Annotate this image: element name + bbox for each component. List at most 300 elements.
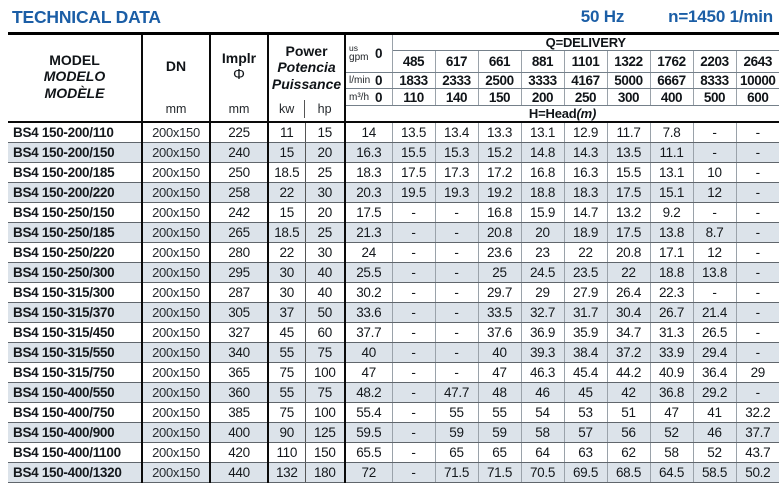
implr-cell: 225 [210, 122, 268, 143]
dn-cell: 200x150 [142, 403, 210, 423]
power-label-fr: Puissance [271, 75, 342, 92]
flow-value-cell: 2500 [478, 73, 521, 89]
frequency-label: 50 Hz [580, 7, 625, 26]
head-value-cell: 11.1 [650, 143, 693, 163]
speed-label: n=1450 1/min [668, 7, 773, 26]
kw-cell: 15 [268, 143, 305, 163]
head-value-cell: - [736, 203, 779, 223]
model-cell: BS4 150-400/900 [8, 423, 142, 443]
head-value-cell: 46 [693, 423, 736, 443]
head-value-cell: - [736, 283, 779, 303]
head-value-cell: 13.5 [607, 143, 650, 163]
head-value-cell: 43.7 [736, 443, 779, 463]
hp-cell: 15 [305, 122, 345, 143]
head-value-cell: - [693, 283, 736, 303]
model-cell: BS4 150-250/300 [8, 263, 142, 283]
head-value-cell: 16.8 [478, 203, 521, 223]
model-cell: BS4 150-250/220 [8, 243, 142, 263]
head-value-cell: 36.9 [521, 323, 564, 343]
head-value-cell: - [392, 383, 435, 403]
head-value-cell: 14.7 [564, 203, 607, 223]
table-header [8, 34, 779, 123]
head-value-cell: 11.7 [607, 122, 650, 143]
impeller-label: Implr [221, 49, 257, 66]
head-value-cell: 33.5 [478, 303, 521, 323]
dn-cell: 200x150 [142, 463, 210, 483]
model-cell: BS4 150-250/185 [8, 223, 142, 243]
power-column-header [268, 34, 345, 123]
flow-value-cell: 110 [392, 89, 435, 106]
dn-label: DN [165, 58, 187, 75]
table-row [8, 303, 779, 323]
head-value-cell: 21.3 [345, 223, 392, 243]
implr-cell: 420 [210, 443, 268, 463]
table-body [8, 122, 779, 483]
head-value-cell: 34.7 [607, 323, 650, 343]
head-value-cell: 33.6 [345, 303, 392, 323]
head-value-cell: 63 [564, 443, 607, 463]
head-value-cell: - [736, 143, 779, 163]
head-value-cell: 8.7 [693, 223, 736, 243]
kw-cell: 90 [268, 423, 305, 443]
dn-column-header [142, 34, 210, 123]
table-row [8, 283, 779, 303]
power-label-es: Potencia [277, 59, 336, 76]
head-value-cell: 15.2 [478, 143, 521, 163]
head-value-cell: 58.5 [693, 463, 736, 483]
flow-value-cell: 4167 [564, 73, 607, 89]
head-value-cell: - [435, 243, 478, 263]
kw-cell: 18.5 [268, 163, 305, 183]
head-value-cell: 52 [650, 423, 693, 443]
flow-value-cell: 661 [478, 51, 521, 73]
head-value-cell: 19.3 [435, 183, 478, 203]
implr-cell: 305 [210, 303, 268, 323]
head-value-cell: 13.3 [478, 122, 521, 143]
head-value-cell: 33.9 [650, 343, 693, 363]
head-value-cell: 18.3 [564, 183, 607, 203]
dn-cell: 200x150 [142, 443, 210, 463]
kw-cell: 22 [268, 243, 305, 263]
kw-cell: 75 [268, 403, 305, 423]
head-value-cell: 32.7 [521, 303, 564, 323]
implr-cell: 258 [210, 183, 268, 203]
model-label-en: MODEL [49, 51, 100, 68]
head-value-cell: 51 [607, 403, 650, 423]
head-value-cell: 23.5 [564, 263, 607, 283]
head-value-cell: 15.5 [392, 143, 435, 163]
head-value-cell: 25.5 [345, 263, 392, 283]
model-cell: BS4 150-315/450 [8, 323, 142, 343]
head-value-cell: 17.2 [478, 163, 521, 183]
flow-unit-m3h-cell [345, 89, 392, 106]
dn-cell: 200x150 [142, 323, 210, 343]
hp-cell: 180 [305, 463, 345, 483]
head-value-cell: 40 [345, 343, 392, 363]
head-value-cell: 21.4 [693, 303, 736, 323]
model-cell: BS4 150-315/370 [8, 303, 142, 323]
head-value-cell: 72 [345, 463, 392, 483]
head-value-cell: 13.5 [392, 122, 435, 143]
table-row [8, 463, 779, 483]
head-value-cell: 26.5 [693, 323, 736, 343]
head-value-cell: 27.9 [564, 283, 607, 303]
model-cell: BS4 150-400/750 [8, 403, 142, 423]
head-value-cell: 17.1 [650, 243, 693, 263]
flow-value-cell: 8333 [693, 73, 736, 89]
dn-unit-label: mm [165, 102, 187, 116]
flow-value-cell: 5000 [607, 73, 650, 89]
dn-cell: 200x150 [142, 243, 210, 263]
head-value-cell: - [392, 443, 435, 463]
head-value-cell: - [736, 263, 779, 283]
head-value-cell: 29.2 [693, 383, 736, 403]
hp-cell: 20 [305, 203, 345, 223]
flow-value-cell: 400 [650, 89, 693, 106]
flow-value-cell: 3333 [521, 73, 564, 89]
head-value-cell: 13.2 [607, 203, 650, 223]
head-value-cell: - [435, 203, 478, 223]
head-value-cell: 13.1 [650, 163, 693, 183]
head-value-cell: 16.8 [521, 163, 564, 183]
head-value-cell: - [736, 243, 779, 263]
head-value-cell: 14.3 [564, 143, 607, 163]
head-value-cell: 25 [478, 263, 521, 283]
m3h-unit-label: m³/h [349, 91, 370, 103]
head-value-cell: 71.5 [435, 463, 478, 483]
table-row [8, 243, 779, 263]
flow-value-cell: 1833 [392, 73, 435, 89]
implr-cell: 400 [210, 423, 268, 443]
table-row [8, 343, 779, 363]
implr-cell: 365 [210, 363, 268, 383]
head-value-cell: 19.5 [392, 183, 435, 203]
head-value-cell: 12.9 [564, 122, 607, 143]
head-value-cell: 35.9 [564, 323, 607, 343]
head-value-cell: 41 [693, 403, 736, 423]
model-cell: BS4 150-315/550 [8, 343, 142, 363]
head-value-cell: 24 [345, 243, 392, 263]
hp-cell: 75 [305, 343, 345, 363]
head-value-cell: - [435, 263, 478, 283]
head-value-cell: 42 [607, 383, 650, 403]
head-value-cell: 7.8 [650, 122, 693, 143]
model-cell: BS4 150-315/300 [8, 283, 142, 303]
head-value-cell: 45.4 [564, 363, 607, 383]
head-value-cell: 13.8 [693, 263, 736, 283]
head-value-cell: - [693, 122, 736, 143]
kw-cell: 132 [268, 463, 305, 483]
implr-cell: 250 [210, 163, 268, 183]
head-value-cell: 17.5 [345, 203, 392, 223]
head-value-cell: - [736, 323, 779, 343]
head-value-cell: 62 [607, 443, 650, 463]
impeller-unit-label: mm [228, 102, 250, 116]
head-value-cell: 20.3 [345, 183, 392, 203]
head-value-cell: - [736, 383, 779, 403]
head-value-cell: - [392, 223, 435, 243]
hp-cell: 150 [305, 443, 345, 463]
model-label-es: MODELO [43, 68, 106, 85]
head-value-cell: - [736, 122, 779, 143]
hp-cell: 20 [305, 143, 345, 163]
hp-unit-label: hp [317, 102, 332, 116]
kw-cell: 45 [268, 323, 305, 343]
model-cell: BS4 150-200/110 [8, 122, 142, 143]
impeller-column-header [210, 34, 268, 123]
head-value-cell: - [392, 243, 435, 263]
head-value-cell: - [435, 283, 478, 303]
head-value-cell: 48.2 [345, 383, 392, 403]
head-value-cell: 18.8 [521, 183, 564, 203]
flow-value-cell: 150 [478, 89, 521, 106]
kw-cell: 15 [268, 203, 305, 223]
flow-value-cell: 1101 [564, 51, 607, 73]
head-value-cell: 15.1 [650, 183, 693, 203]
q-delivery-header: Q=DELIVERY [392, 34, 779, 51]
m3h-zero-value: 0 [375, 89, 383, 105]
head-value-cell: 56 [607, 423, 650, 443]
flow-value-cell: 6667 [650, 73, 693, 89]
head-value-cell: 71.5 [478, 463, 521, 483]
lmin-zero-value: 0 [375, 73, 383, 88]
kw-cell: 18.5 [268, 223, 305, 243]
dn-cell: 200x150 [142, 183, 210, 203]
hp-cell: 125 [305, 423, 345, 443]
flow-value-cell: 140 [435, 89, 478, 106]
head-value-cell: - [392, 203, 435, 223]
head-value-cell: 15.5 [607, 163, 650, 183]
kw-cell: 30 [268, 283, 305, 303]
gpm-zero-value: 0 [375, 46, 383, 61]
kw-unit-label: kw [269, 100, 305, 118]
head-value-cell: 37.6 [478, 323, 521, 343]
head-value-cell: 37.2 [607, 343, 650, 363]
kw-cell: 55 [268, 383, 305, 403]
head-value-cell: 13.1 [521, 122, 564, 143]
head-value-cell: 22 [607, 263, 650, 283]
hp-cell: 75 [305, 383, 345, 403]
head-value-cell: 12 [693, 243, 736, 263]
head-value-cell: 44.2 [607, 363, 650, 383]
head-value-cell: 52 [693, 443, 736, 463]
head-value-cell: - [392, 463, 435, 483]
head-value-cell: 57 [564, 423, 607, 443]
head-value-cell: - [736, 163, 779, 183]
kw-cell: 110 [268, 443, 305, 463]
table-row [8, 383, 779, 403]
model-cell: BS4 150-400/1320 [8, 463, 142, 483]
page-title: TECHNICAL DATA [12, 7, 161, 27]
head-label: H=Head [528, 106, 577, 121]
head-value-cell: 40.9 [650, 363, 693, 383]
head-value-cell: 55 [478, 403, 521, 423]
flow-value-cell: 2203 [693, 51, 736, 73]
dn-cell: 200x150 [142, 283, 210, 303]
head-value-cell: 64 [521, 443, 564, 463]
head-value-cell: 20.8 [478, 223, 521, 243]
head-value-cell: 55.4 [345, 403, 392, 423]
model-cell: BS4 150-200/220 [8, 183, 142, 203]
head-value-cell: 12 [693, 183, 736, 203]
hp-cell: 40 [305, 263, 345, 283]
implr-cell: 240 [210, 143, 268, 163]
head-value-cell: - [435, 303, 478, 323]
implr-cell: 242 [210, 203, 268, 223]
head-value-cell: 36.4 [693, 363, 736, 383]
head-unit-label: (m) [576, 106, 597, 121]
kw-cell: 11 [268, 122, 305, 143]
head-value-cell: - [736, 343, 779, 363]
dn-cell: 200x150 [142, 122, 210, 143]
hp-cell: 60 [305, 323, 345, 343]
head-value-cell: - [435, 343, 478, 363]
dn-cell: 200x150 [142, 203, 210, 223]
head-value-cell: 14.8 [521, 143, 564, 163]
kw-cell: 75 [268, 363, 305, 383]
table-row [8, 143, 779, 163]
implr-cell: 287 [210, 283, 268, 303]
kw-cell: 37 [268, 303, 305, 323]
operating-conditions [581, 7, 775, 27]
head-value-cell: 38.4 [564, 343, 607, 363]
model-column-header [8, 34, 142, 123]
table-row [8, 183, 779, 203]
head-value-cell: 15.3 [435, 143, 478, 163]
hp-cell: 40 [305, 283, 345, 303]
implr-cell: 385 [210, 403, 268, 423]
implr-cell: 327 [210, 323, 268, 343]
head-value-cell: 13.4 [435, 122, 478, 143]
hp-cell: 30 [305, 183, 345, 203]
table-row [8, 203, 779, 223]
head-value-cell: 47 [650, 403, 693, 423]
table-row [8, 122, 779, 143]
head-value-cell: 18.8 [650, 263, 693, 283]
head-value-cell: - [392, 363, 435, 383]
model-cell: BS4 150-400/550 [8, 383, 142, 403]
model-cell: BS4 150-315/750 [8, 363, 142, 383]
head-value-cell: 23.6 [478, 243, 521, 263]
hp-cell: 30 [305, 243, 345, 263]
head-value-cell: - [693, 203, 736, 223]
dn-cell: 200x150 [142, 363, 210, 383]
head-value-cell: - [736, 223, 779, 243]
head-value-cell: 45 [564, 383, 607, 403]
head-value-cell: - [736, 303, 779, 323]
flow-value-cell: 617 [435, 51, 478, 73]
head-value-cell: 17.5 [607, 223, 650, 243]
head-value-cell: 37.7 [345, 323, 392, 343]
head-value-cell: - [693, 143, 736, 163]
dn-cell: 200x150 [142, 163, 210, 183]
head-value-cell: 69.5 [564, 463, 607, 483]
head-value-cell: 47.7 [435, 383, 478, 403]
head-value-cell: 10 [693, 163, 736, 183]
power-label-en: Power [285, 42, 328, 59]
head-value-cell: 65.5 [345, 443, 392, 463]
dn-cell: 200x150 [142, 343, 210, 363]
model-cell: BS4 150-250/150 [8, 203, 142, 223]
table-row [8, 403, 779, 423]
kw-cell: 30 [268, 263, 305, 283]
head-value-cell: - [435, 323, 478, 343]
head-value-cell: 17.5 [607, 183, 650, 203]
head-value-cell: 47 [345, 363, 392, 383]
flow-value-cell: 600 [736, 89, 779, 106]
head-value-cell: - [736, 183, 779, 203]
flow-value-cell: 10000 [736, 73, 779, 89]
head-value-cell: 65 [478, 443, 521, 463]
page-header [0, 0, 781, 32]
head-value-cell: 59 [478, 423, 521, 443]
model-cell: BS4 150-200/185 [8, 163, 142, 183]
head-value-cell: 50.2 [736, 463, 779, 483]
head-value-cell: 29.4 [693, 343, 736, 363]
head-value-cell: 20.8 [607, 243, 650, 263]
model-label-fr: MODÈLE [44, 84, 105, 101]
implr-cell: 265 [210, 223, 268, 243]
head-value-cell: 65 [435, 443, 478, 463]
flow-value-cell: 485 [392, 51, 435, 73]
implr-cell: 340 [210, 343, 268, 363]
technical-data-table [8, 32, 779, 483]
head-value-cell: 30.4 [607, 303, 650, 323]
head-value-cell: - [392, 343, 435, 363]
model-cell: BS4 150-200/150 [8, 143, 142, 163]
implr-cell: 295 [210, 263, 268, 283]
head-value-cell: 22.3 [650, 283, 693, 303]
head-value-cell: 40 [478, 343, 521, 363]
hp-cell: 100 [305, 403, 345, 423]
head-value-cell: 48 [478, 383, 521, 403]
flow-value-cell: 881 [521, 51, 564, 73]
head-value-cell: 47 [478, 363, 521, 383]
head-value-cell: 68.5 [607, 463, 650, 483]
flow-unit-lmin-cell [345, 73, 392, 89]
head-value-cell: 46.3 [521, 363, 564, 383]
hp-cell: 50 [305, 303, 345, 323]
dn-cell: 200x150 [142, 143, 210, 163]
head-value-cell: 19.2 [478, 183, 521, 203]
head-value-cell: - [435, 223, 478, 243]
head-value-cell: 46 [521, 383, 564, 403]
head-value-cell: 13.8 [650, 223, 693, 243]
head-value-cell: 24.5 [521, 263, 564, 283]
head-value-cell: 23 [521, 243, 564, 263]
head-value-cell: - [435, 363, 478, 383]
kw-cell: 22 [268, 183, 305, 203]
table-row [8, 323, 779, 343]
implr-cell: 360 [210, 383, 268, 403]
head-value-cell: 32.2 [736, 403, 779, 423]
flow-value-cell: 200 [521, 89, 564, 106]
dn-cell: 200x150 [142, 263, 210, 283]
head-value-cell: 26.7 [650, 303, 693, 323]
table-row [8, 363, 779, 383]
dn-cell: 200x150 [142, 303, 210, 323]
head-value-cell: 31.7 [564, 303, 607, 323]
head-value-cell: - [392, 423, 435, 443]
flow-value-cell: 500 [693, 89, 736, 106]
dn-cell: 200x150 [142, 423, 210, 443]
flow-value-cell: 250 [564, 89, 607, 106]
table-row [8, 223, 779, 243]
flow-value-cell: 300 [607, 89, 650, 106]
flow-value-cell: 2333 [435, 73, 478, 89]
head-value-cell: 29.7 [478, 283, 521, 303]
hp-cell: 25 [305, 163, 345, 183]
